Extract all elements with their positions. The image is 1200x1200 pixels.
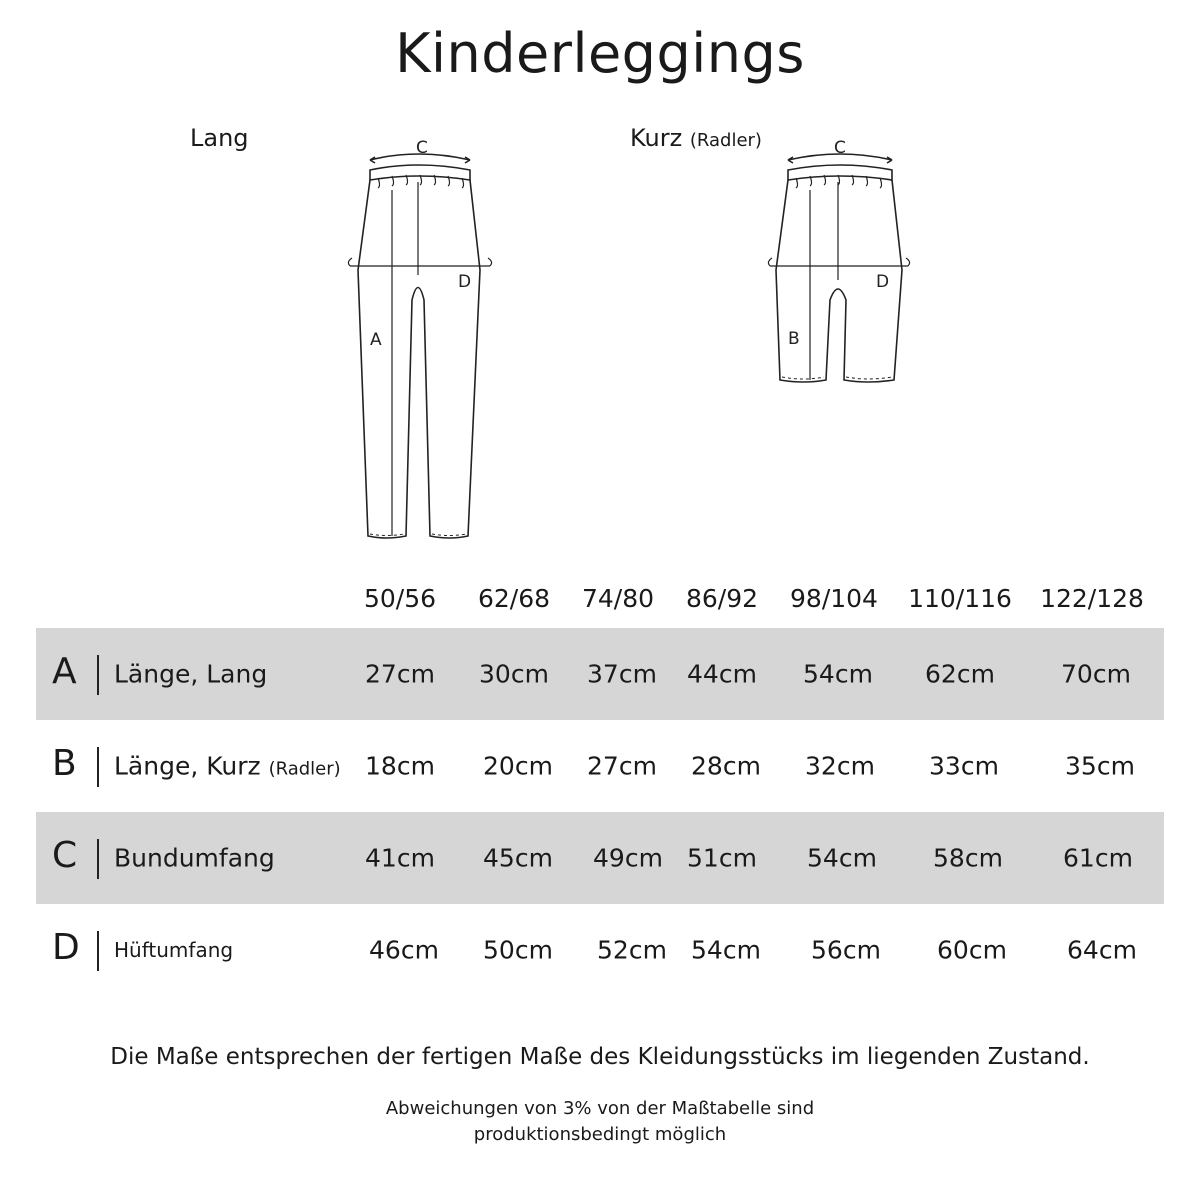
- table-cell: [344, 936, 464, 965]
- cell-unit: cm: [834, 659, 873, 689]
- cell-unit: cm: [514, 751, 553, 781]
- cell-value: 50: [483, 935, 515, 965]
- size-table: [36, 580, 1164, 996]
- cell-unit: cm: [964, 843, 1003, 873]
- table-row-c: [36, 812, 1164, 904]
- cell-value: 54: [803, 659, 835, 689]
- table-cell: [908, 844, 1028, 873]
- cell-value: 27: [365, 659, 397, 689]
- row-divider: [97, 839, 99, 879]
- cell-unit: cm: [1094, 843, 1133, 873]
- table-row-d: [36, 904, 1164, 996]
- row-letter: A: [52, 651, 77, 693]
- row-label: [114, 752, 341, 781]
- tolerance-note: [350, 1096, 850, 1148]
- cell-value: 28: [691, 751, 723, 781]
- cell-value: 64: [1067, 935, 1099, 965]
- cell-unit: cm: [1092, 659, 1131, 689]
- row-label-text: Länge, Kurz: [114, 751, 261, 781]
- measurement-note: Die Maße entsprechen der fertigen Maße des Kleidungsstücks im liegenden Zustand.: [110, 1044, 1090, 1070]
- cell-value: 51: [687, 843, 719, 873]
- cell-value: 20: [483, 751, 515, 781]
- table-cell: [662, 844, 782, 873]
- row-label-text: Hüftumfang: [114, 938, 234, 962]
- cell-value: 54: [691, 935, 723, 965]
- table-cell: [782, 844, 902, 873]
- label-b: B: [788, 329, 800, 349]
- cell-value: 46: [369, 935, 401, 965]
- cell-value: 54: [807, 843, 839, 873]
- size-header: 74/80: [581, 584, 655, 613]
- label-c: C: [416, 138, 428, 158]
- cell-unit: cm: [628, 935, 667, 965]
- variant-label-kurz: [630, 124, 762, 152]
- table-cell: [458, 844, 578, 873]
- cell-unit: cm: [722, 751, 761, 781]
- row-label: [114, 660, 267, 689]
- cell-value: 35: [1065, 751, 1097, 781]
- row-divider: [97, 655, 99, 695]
- cell-value: 32: [805, 751, 837, 781]
- cell-unit: cm: [718, 843, 757, 873]
- cell-value: 61: [1063, 843, 1095, 873]
- waistband-short: [788, 165, 892, 180]
- table-cell: [340, 660, 460, 689]
- row-label-text: Länge, Lang: [114, 659, 268, 689]
- long-leggings-diagram: [340, 130, 500, 550]
- row-letter: C: [52, 835, 78, 877]
- cell-unit: cm: [618, 751, 657, 781]
- cell-unit: cm: [956, 659, 995, 689]
- table-cell: [1038, 844, 1158, 873]
- leggings-outline: [358, 180, 480, 538]
- cell-unit: cm: [968, 935, 1007, 965]
- cell-value: 60: [937, 935, 969, 965]
- label-d: D: [458, 272, 472, 292]
- table-cell: [454, 660, 574, 689]
- cell-value: 56: [811, 935, 843, 965]
- cell-value: 27: [587, 751, 619, 781]
- cell-unit: cm: [510, 659, 549, 689]
- variant-label-kurz-sub: (Radler): [689, 130, 762, 151]
- table-cell: [780, 752, 900, 781]
- tolerance-note-line2: produktionsbedingt möglich: [473, 1124, 727, 1145]
- cell-unit: cm: [396, 843, 435, 873]
- table-cell: [340, 752, 460, 781]
- cell-value: 33: [929, 751, 961, 781]
- cell-value: 18: [365, 751, 397, 781]
- table-cell: [786, 936, 906, 965]
- cell-value: 52: [597, 935, 629, 965]
- row-label-sub: (Radler): [268, 758, 341, 780]
- table-cell: [904, 752, 1024, 781]
- table-cell: [1040, 752, 1160, 781]
- size-header: 122/128: [1040, 584, 1144, 613]
- cell-unit: cm: [624, 843, 663, 873]
- table-row-a: [36, 628, 1164, 720]
- cell-unit: cm: [514, 843, 553, 873]
- variant-label-kurz-text: Kurz: [630, 124, 683, 152]
- row-letter: D: [52, 927, 80, 969]
- cell-value: 44: [687, 659, 719, 689]
- variant-label-lang: [190, 124, 249, 152]
- size-header: 50/56: [363, 584, 437, 613]
- cell-unit: cm: [400, 935, 439, 965]
- cell-unit: cm: [396, 751, 435, 781]
- table-cell: [900, 660, 1020, 689]
- cell-unit: cm: [1096, 751, 1135, 781]
- cell-value: 58: [933, 843, 965, 873]
- size-header: 86/92: [685, 584, 759, 613]
- cell-unit: cm: [842, 935, 881, 965]
- table-cell: [662, 660, 782, 689]
- cell-unit: cm: [722, 935, 761, 965]
- cell-value: 62: [925, 659, 957, 689]
- table-cell: [912, 936, 1032, 965]
- waistband: [370, 165, 470, 180]
- label-d-short: D: [876, 272, 890, 292]
- cell-unit: cm: [514, 935, 553, 965]
- cell-unit: cm: [836, 751, 875, 781]
- cell-unit: cm: [718, 659, 757, 689]
- cell-value: 30: [479, 659, 511, 689]
- row-letter: B: [52, 743, 77, 785]
- cell-unit: cm: [618, 659, 657, 689]
- table-cell: [458, 936, 578, 965]
- size-header: 98/104: [790, 584, 878, 613]
- row-divider: [97, 747, 99, 787]
- table-cell: [1036, 660, 1156, 689]
- row-label: [114, 844, 275, 873]
- cell-value: 70: [1061, 659, 1093, 689]
- label-a: A: [370, 330, 382, 350]
- cell-value: 41: [365, 843, 397, 873]
- table-cell: [778, 660, 898, 689]
- table-cell: [666, 752, 786, 781]
- cell-unit: cm: [838, 843, 877, 873]
- cell-unit: cm: [396, 659, 435, 689]
- size-header: 62/68: [477, 584, 551, 613]
- short-leggings-diagram: [760, 130, 920, 390]
- page-title: Kinderleggings: [395, 22, 805, 85]
- cell-unit: cm: [1098, 935, 1137, 965]
- size-header: 110/116: [908, 584, 1012, 613]
- label-c-short: C: [834, 138, 846, 158]
- row-label: [114, 938, 233, 962]
- tolerance-note-line1: Abweichungen von 3% von der Maßtabelle sind: [385, 1098, 815, 1119]
- cell-value: 37: [587, 659, 619, 689]
- table-cell: [340, 844, 460, 873]
- table-cell: [458, 752, 578, 781]
- table-cell: [1042, 936, 1162, 965]
- cell-value: 49: [593, 843, 625, 873]
- row-divider: [97, 931, 99, 971]
- table-row-b: [36, 720, 1164, 812]
- variant-label-lang-text: Lang: [190, 124, 249, 152]
- table-cell: [562, 752, 682, 781]
- cell-unit: cm: [960, 751, 999, 781]
- table-cell: [666, 936, 786, 965]
- row-label-text: Bundumfang: [114, 843, 275, 873]
- size-header-row: [36, 580, 1164, 628]
- cell-value: 45: [483, 843, 515, 873]
